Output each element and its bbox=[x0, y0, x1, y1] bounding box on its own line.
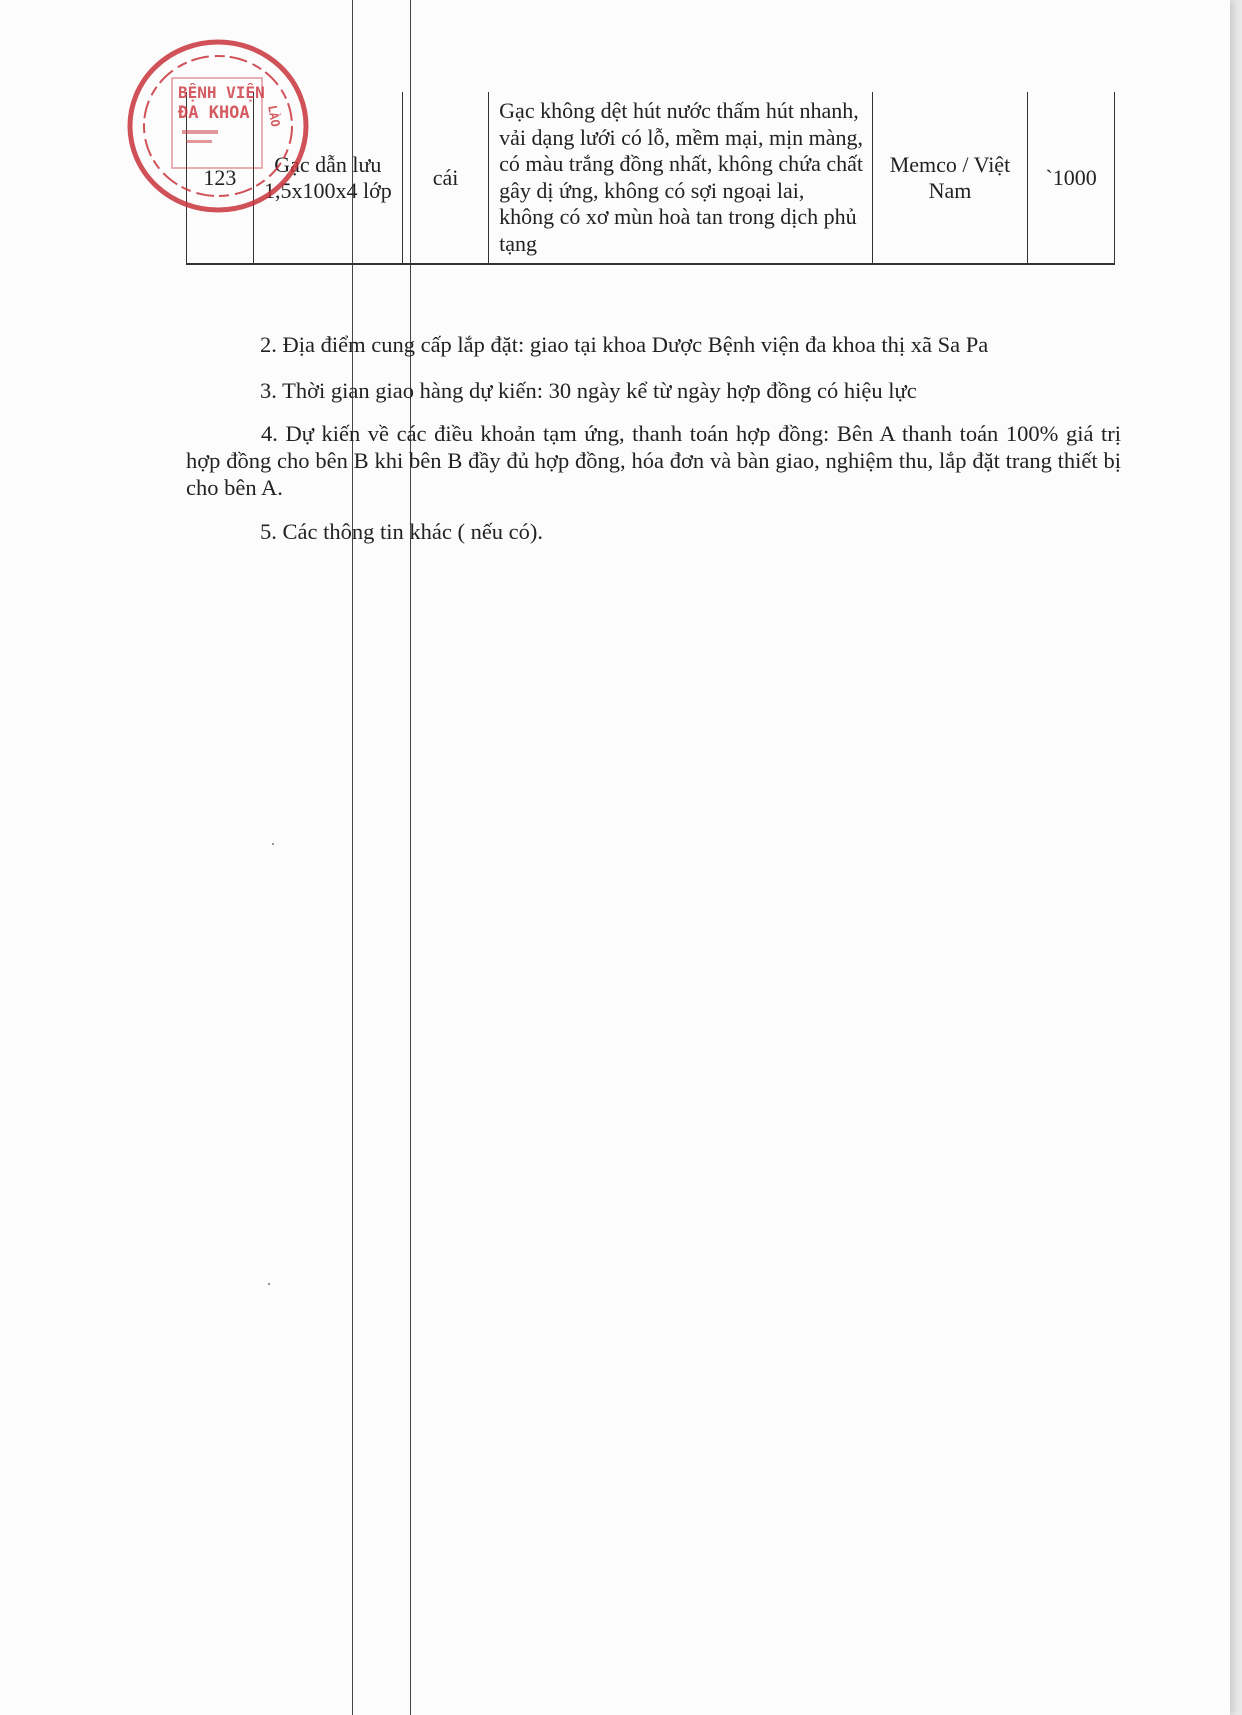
stamp-text-line1: BỆNH VIỆN bbox=[178, 83, 265, 102]
paragraph-4: 4. Dự kiến về các điều khoản tạm ứng, thanh toán hợp đồng: Bên A thanh toán 100% giá trị hợp đồng cho bên B khi bên B đầy đủ hợp đồng, hóa đơn và bàn giao, nghiệm thu, lắp đặt trang thiết bị cho bên A. bbox=[186, 421, 1121, 500]
paragraph-2: 2. Địa điểm cung cấp lắp đặt: giao tại khoa Dược Bệnh viện đa khoa thị xã Sa Pa bbox=[260, 332, 989, 357]
table-row bbox=[187, 92, 1115, 264]
unit-cell: cái bbox=[402, 92, 488, 264]
hospital-stamp bbox=[120, 34, 315, 224]
scan-speck bbox=[272, 843, 274, 845]
stamp-ring-text: LÀO bbox=[265, 104, 283, 128]
row-number-cell: 123 bbox=[187, 92, 254, 264]
stamp-text-line2: ĐA KHOA bbox=[178, 103, 250, 123]
description-cell: Gạc không dệt hút nước thấm hút nhanh, vải dạng lưới có lỗ, mềm mại, mịn màng, có màu trắng đồng nhất, không chứa chất gây dị ứng, không có sợi ngoại lai, không có xơ mùn hoà tan trong dịch phủ tạng bbox=[489, 92, 872, 264]
scan-speck bbox=[268, 1283, 270, 1285]
paragraph-3: 3. Thời gian giao hàng dự kiến: 30 ngày kể từ ngày hợp đồng có hiệu lực bbox=[260, 378, 917, 403]
item-name-cell: Gạc dẫn lưu 1,5x100x4 lớp bbox=[253, 92, 402, 264]
paragraph-5: 5. Các thông tin khác ( nếu có). bbox=[260, 519, 544, 544]
items-table bbox=[186, 92, 1115, 265]
quantity-cell: `1000 bbox=[1028, 92, 1115, 264]
origin-cell: Memco / Việt Nam bbox=[872, 92, 1028, 264]
